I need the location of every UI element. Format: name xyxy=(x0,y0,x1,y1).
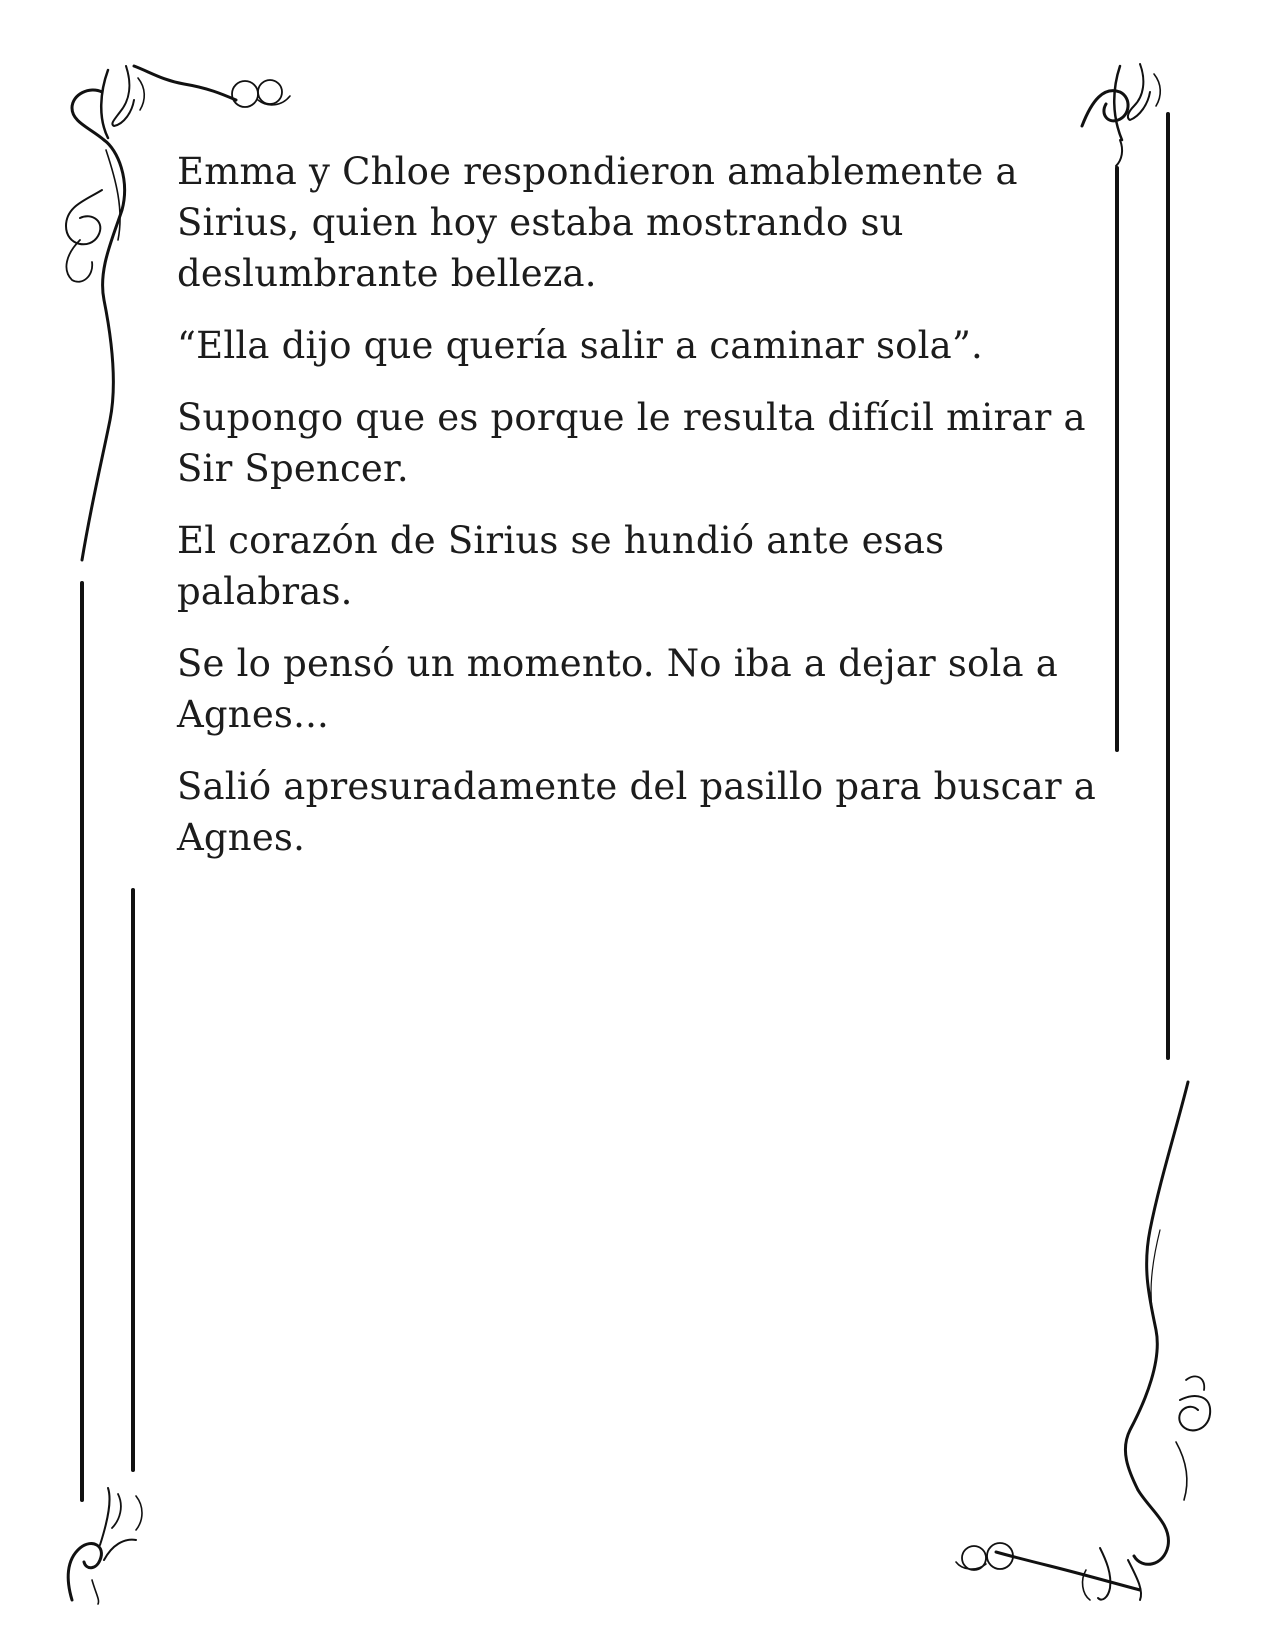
paragraph-6: Salió apresuradamente del pasillo para buscar a Agnes. xyxy=(177,765,1096,859)
paragraph-5: Se lo pensó un momento. No iba a dejar sola a Agnes... xyxy=(177,642,1059,736)
paragraph-4: El corazón de Sirius se hundió ante esas palabras. xyxy=(177,519,945,613)
paragraph-2: “Ella dijo que quería salir a caminar sola”. xyxy=(177,324,984,367)
paragraph-1: Emma y Chloe respondieron amablemente a Sirius, quien hoy estaba mostrando su deslumbrante belleza. xyxy=(177,150,1018,295)
paragraph-3: Supongo que es porque le resulta difícil mirar a Sir Spencer. xyxy=(177,396,1086,490)
body-text xyxy=(177,146,1097,884)
bottom-right-flourish xyxy=(956,1082,1210,1600)
bottom-left-flourish xyxy=(68,1488,142,1604)
